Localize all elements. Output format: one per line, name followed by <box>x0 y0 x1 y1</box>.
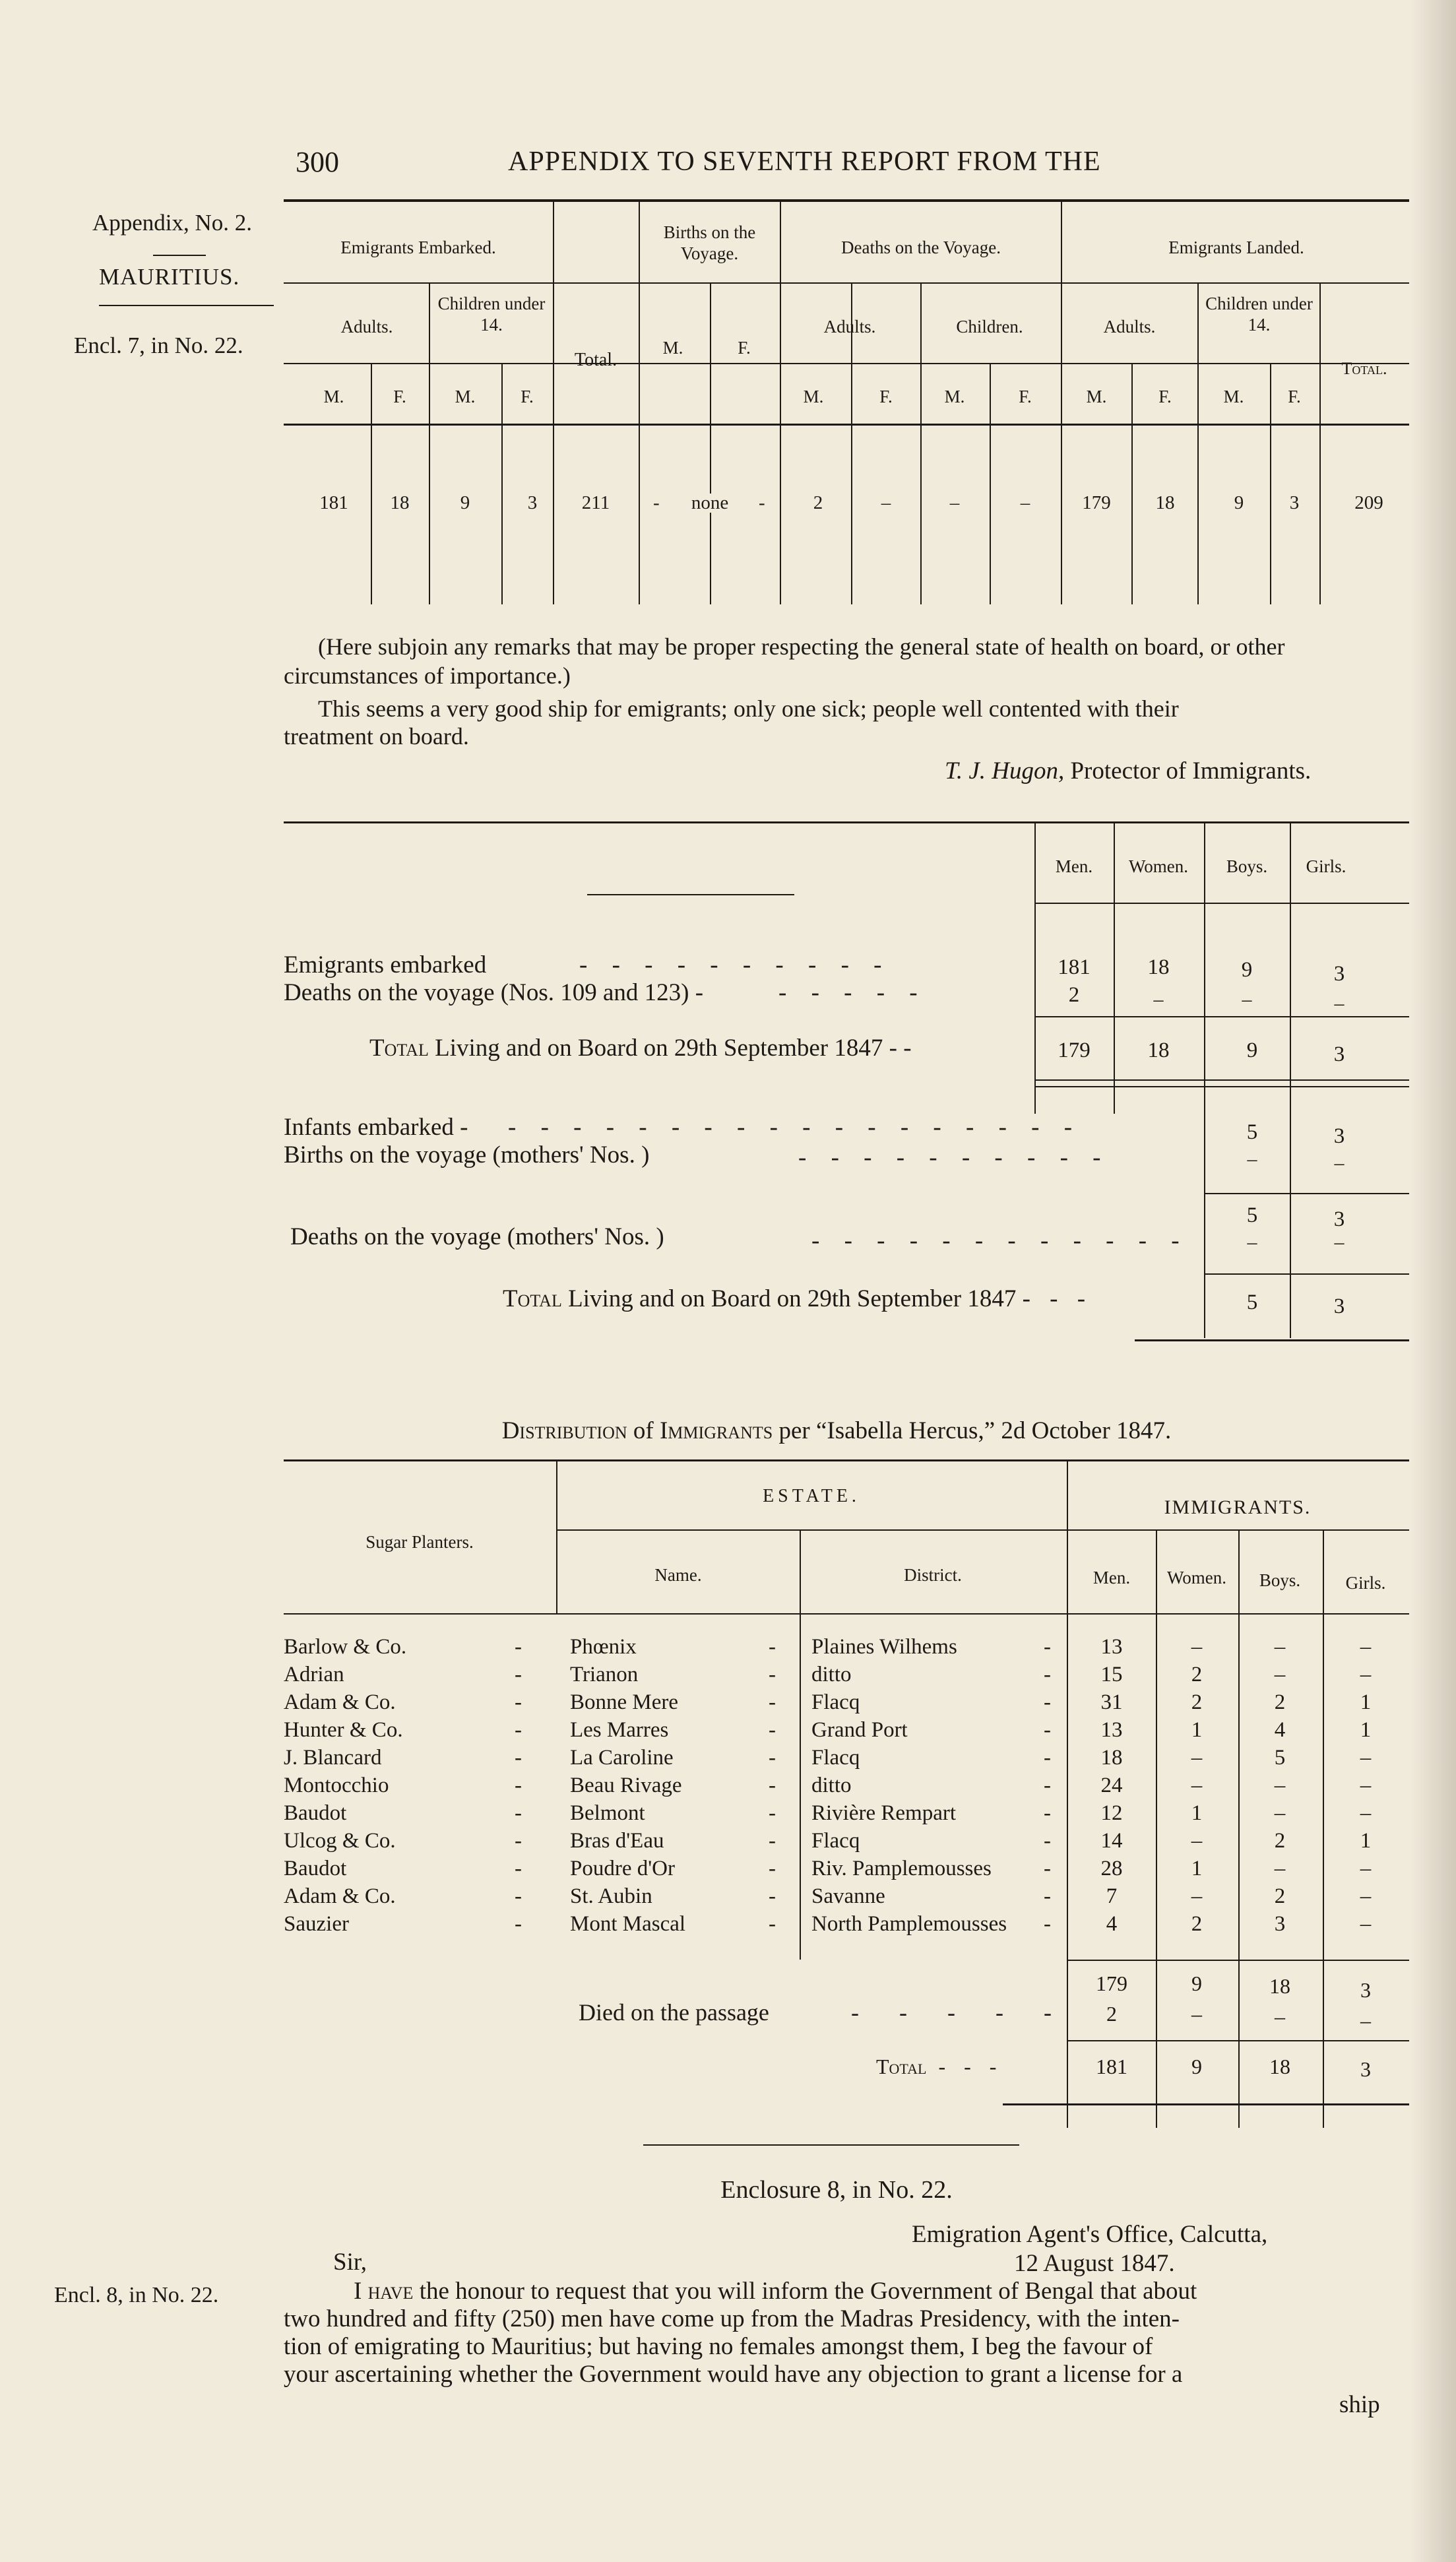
dist-total-men: 181 <box>1096 2055 1127 2078</box>
dist-cell-boys: – <box>1274 1635 1286 1659</box>
hdr-deaths: Deaths on the Voyage. <box>841 238 1001 257</box>
dist-cell-boys: 3 <box>1274 1912 1286 1936</box>
dist-cell-name: Belmont <box>570 1801 645 1825</box>
letter-line2: two hundred and fifty (250) men have come up from the Madras Presidency, with the inten- <box>284 2305 1180 2332</box>
dist-cell-girls: – <box>1360 1912 1372 1936</box>
dist-cell-planter: J. Blancard <box>284 1746 382 1770</box>
sum-births-girls: – <box>1334 1152 1345 1174</box>
cell-land-total: 209 <box>1354 492 1383 513</box>
cell-land-women: 18 <box>1155 492 1175 513</box>
cell-land-men: 179 <box>1082 492 1111 513</box>
sum-deaths-mothers: Deaths on the voyage (mothers' Nos. ) <box>290 1223 664 1250</box>
cell-emb-girls: 3 <box>527 492 538 513</box>
leader-dash: - <box>1044 1801 1051 1825</box>
dist-cell-men: 28 <box>1100 1857 1123 1880</box>
sum-hdr-women: Women. <box>1128 856 1189 876</box>
dist-cell-girls: – <box>1360 1774 1372 1797</box>
dist-cell-district: Plaines Wilhems <box>811 1635 957 1659</box>
dist-cell-district: Flacq <box>811 1746 860 1770</box>
leader-dash: - <box>1044 1690 1051 1714</box>
sum-embarked-men: 181 <box>1058 955 1091 979</box>
dist-hdr-women: Women. <box>1166 1568 1227 1587</box>
leader-dash: - <box>1044 1829 1051 1853</box>
dist-cell-district: Savanne <box>811 1884 885 1908</box>
leader-dash: - <box>1044 1663 1051 1686</box>
remarks-line1: This seems a very good ship for emigrants; only one sick; people well contented with their <box>318 695 1179 722</box>
enclosure8-date: 12 August 1847. <box>1014 2250 1175 2277</box>
margin-encl8: Encl. 8, in No. 22. <box>54 2283 219 2307</box>
sum-deaths-women: – <box>1153 988 1164 1010</box>
dist-died-label: Died on the passage <box>579 1999 769 2026</box>
sum-hdr-boys: Boys. <box>1226 856 1268 876</box>
sum-row-deaths: Deaths on the voyage (Nos. 109 and 123) - <box>284 979 704 1006</box>
cell-births: none <box>687 494 732 513</box>
sum-embarked-boys: 9 <box>1241 958 1253 982</box>
dist-died-women: – <box>1191 2002 1202 2026</box>
dist-cell-girls: – <box>1360 1884 1372 1908</box>
leader-dash: - <box>769 1718 776 1742</box>
dist-cell-women: – <box>1191 1635 1203 1659</box>
cell-emb-total: 211 <box>581 492 610 513</box>
leader-dash: - <box>515 1829 522 1853</box>
letter-line5: ship <box>1339 2391 1380 2418</box>
dist-cell-name: Trianon <box>570 1663 639 1686</box>
sum-infants: Infants embarked - <box>284 1114 468 1141</box>
dist-cell-district: ditto <box>811 1663 852 1686</box>
dist-hdr-boys: Boys. <box>1259 1570 1301 1590</box>
dist-cell-girls: – <box>1360 1801 1372 1825</box>
running-title: APPENDIX TO SEVENTH REPORT FROM THE <box>508 146 1101 177</box>
dist-cell-women: 2 <box>1191 1690 1203 1714</box>
hdr-landed-children: Children under 14. <box>1205 294 1313 335</box>
cell-land-girls: 3 <box>1289 492 1300 513</box>
dist-cell-men: 13 <box>1100 1635 1123 1659</box>
leader-dash: - <box>769 1829 776 1853</box>
sum-deaths-girls: – <box>1334 992 1345 1014</box>
margin-colony: MAURITIUS. <box>99 264 240 290</box>
sum-births-boys: – <box>1247 1148 1257 1170</box>
dist-cell-girls: 1 <box>1360 1690 1372 1714</box>
remarks-instruction: (Here subjoin any remarks that may be proper respecting the general state of health on board, or other circumstances of importance.) <box>284 633 1285 689</box>
signature-name: T. J. Hugon, <box>945 757 1065 785</box>
leader-dash: - <box>769 1801 776 1825</box>
leader-dash: - <box>515 1912 522 1936</box>
letter-line4: your ascertaining whether the Government would have any objection to grant a license for a <box>284 2361 1183 2388</box>
dist-cell-girls: – <box>1360 1635 1372 1659</box>
page-edge-shadow <box>1410 0 1456 2562</box>
dist-total-label: Total - - - <box>876 2055 1003 2078</box>
sum-total2-boys: 5 <box>1246 1291 1258 1314</box>
leader-dash: - <box>1044 1857 1051 1880</box>
hdr-emigrants-embarked: Emigrants Embarked. <box>340 238 496 257</box>
sum-sub-boys: 5 <box>1246 1203 1258 1227</box>
dist-cell-planter: Adrian <box>284 1663 344 1686</box>
dist-cell-girls: – <box>1360 1746 1372 1770</box>
dist-died-girls: – <box>1360 2008 1371 2032</box>
sum-infants-boys: 5 <box>1246 1120 1258 1144</box>
enclosure8-office: Emigration Agent's Office, Calcutta, <box>912 2221 1268 2248</box>
leader-dash: - <box>1044 1746 1051 1770</box>
margin-rule <box>153 255 206 256</box>
dist-hdr-men: Men. <box>1092 1568 1131 1587</box>
dist-cell-boys: 2 <box>1274 1884 1286 1908</box>
hdr-adults: Adults. <box>340 317 393 336</box>
dist-cell-men: 13 <box>1100 1718 1123 1742</box>
sum-total-living: Total Living and on Board on 29th September 1847 - - <box>369 1035 912 1062</box>
dist-cell-district: Riv. Pamplemousses <box>811 1857 992 1880</box>
dist-cell-women: 2 <box>1191 1663 1203 1686</box>
dist-cell-planter: Hunter & Co. <box>284 1718 403 1742</box>
sum-births: Births on the voyage (mothers' Nos. ) <box>284 1141 650 1169</box>
dist-total-women: 9 <box>1191 2055 1202 2078</box>
leader-dash: - <box>515 1663 522 1686</box>
dist-died-boys: – <box>1275 2004 1285 2028</box>
sum-sub-girls: 3 <box>1333 1207 1345 1231</box>
dist-cell-girls: 1 <box>1360 1829 1372 1853</box>
dist-cell-name: Bras d'Eau <box>570 1829 664 1853</box>
dist-total-girls: 3 <box>1360 2057 1371 2081</box>
cell-death-child-f: – <box>1020 492 1030 513</box>
letter-line1: I have the honour to request that you will inform the Government of Bengal that about <box>354 2278 1197 2305</box>
leader-dash: - <box>1044 1718 1051 1742</box>
remarks-line2: treatment on board. <box>284 723 469 750</box>
dist-cell-planter: Montocchio <box>284 1774 389 1797</box>
dist-cell-men: 12 <box>1100 1801 1123 1825</box>
dist-cell-district: Flacq <box>811 1829 860 1853</box>
dist-cell-women: 1 <box>1191 1857 1203 1880</box>
dist-cell-women: 1 <box>1191 1801 1203 1825</box>
dist-cell-name: Bonne Mere <box>570 1690 679 1714</box>
dist-cell-women: – <box>1191 1829 1203 1853</box>
hdr-births-f: F. <box>738 338 751 358</box>
leader-dash: - <box>769 1857 776 1880</box>
dist-subtotal-girls: 3 <box>1360 1978 1371 2002</box>
dist-hdr-district: District. <box>904 1565 962 1585</box>
sum-embarked-girls: 3 <box>1333 962 1345 986</box>
hdr-landed-adults: Adults. <box>1103 317 1156 336</box>
dist-total-boys: 18 <box>1269 2055 1290 2078</box>
dist-cell-name: Les Marres <box>570 1718 669 1742</box>
dist-cell-girls: 1 <box>1360 1718 1372 1742</box>
sum-row-embarked: Emigrants embarked <box>284 951 487 978</box>
dist-cell-men: 31 <box>1100 1690 1123 1714</box>
leader-dash: - <box>769 1663 776 1686</box>
sum-deaths-men: 2 <box>1068 983 1080 1007</box>
leader-dash: - <box>1044 1774 1051 1797</box>
remarks-signature <box>945 759 1311 783</box>
leader-dash: - <box>515 1857 522 1880</box>
dist-hdr-planters: Sugar Planters. <box>365 1532 474 1552</box>
hdr-landed-total: Total. <box>1341 359 1387 378</box>
leader-dash: - <box>769 1690 776 1714</box>
dist-cell-men: 24 <box>1100 1774 1123 1797</box>
cell-death-adult-m: 2 <box>813 492 823 513</box>
dist-cell-women: – <box>1191 1884 1203 1908</box>
leader-dash: - <box>515 1746 522 1770</box>
dist-cell-name: St. Aubin <box>570 1884 652 1908</box>
dist-cell-name: Mont Mascal <box>570 1912 686 1936</box>
dist-cell-women: – <box>1191 1774 1203 1797</box>
margin-rule <box>99 305 274 306</box>
dist-cell-boys: 2 <box>1274 1690 1286 1714</box>
leader-dash: - <box>769 1912 776 1936</box>
dist-cell-girls: – <box>1360 1857 1372 1880</box>
hdr-total: Total. <box>574 350 617 370</box>
dist-hdr-immigrants: IMMIGRANTS. <box>1164 1496 1312 1518</box>
dist-cell-women: – <box>1191 1746 1203 1770</box>
leader-dash: - <box>769 1884 776 1908</box>
dist-cell-planter: Baudot <box>284 1801 347 1825</box>
leader-dash: - <box>515 1884 522 1908</box>
dist-cell-planter: Barlow & Co. <box>284 1635 407 1659</box>
dist-hdr-girls: Girls. <box>1345 1573 1386 1593</box>
dist-cell-men: 15 <box>1100 1663 1123 1686</box>
sum-infants-girls: 3 <box>1333 1124 1345 1148</box>
dist-cell-women: 2 <box>1191 1912 1203 1936</box>
dist-cell-name: Phœnix <box>570 1635 637 1659</box>
hdr-death-children: Children. <box>956 317 1023 336</box>
hdr-emigrants-landed: Emigrants Landed. <box>1168 238 1304 257</box>
leader-dash: - <box>515 1635 522 1659</box>
page-number: 300 <box>296 146 339 178</box>
dist-cell-men: 7 <box>1106 1884 1118 1908</box>
leader-dash: - <box>515 1801 522 1825</box>
section-rule <box>643 2144 1019 2146</box>
sum-total2-girls: 3 <box>1333 1295 1345 1318</box>
leader-dash: - <box>515 1690 522 1714</box>
sum-hdr-girls: Girls. <box>1306 856 1346 876</box>
dist-died-men: 2 <box>1106 2002 1117 2026</box>
sum-total-men: 179 <box>1058 1039 1091 1062</box>
sum-total-women: 18 <box>1147 1039 1170 1062</box>
dist-cell-planter: Ulcog & Co. <box>284 1829 396 1853</box>
dist-cell-name: Poudre d'Or <box>570 1857 676 1880</box>
hdr-births-m: M. <box>662 338 683 358</box>
hdr-births: Births on the Voyage. <box>663 222 756 264</box>
cell-emb-boys: 9 <box>460 492 470 513</box>
enclosure8-heading: Enclosure 8, in No. 22. <box>720 2176 953 2204</box>
cell-death-adult-f: – <box>881 492 891 513</box>
cell-emb-men: 181 <box>319 492 348 513</box>
dist-cell-boys: – <box>1274 1774 1286 1797</box>
sum-total-girls: 3 <box>1333 1042 1345 1066</box>
dist-cell-planter: Baudot <box>284 1857 347 1880</box>
dist-cell-girls: – <box>1360 1663 1372 1686</box>
sum-deaths-boys2: – <box>1247 1231 1257 1253</box>
dist-cell-planter: Adam & Co. <box>284 1690 396 1714</box>
dist-cell-district: Grand Port <box>811 1718 908 1742</box>
dist-hdr-name: Name. <box>654 1565 702 1585</box>
hdr-death-adults: Adults. <box>823 317 876 336</box>
leader-dash: - <box>769 1746 776 1770</box>
sum-total-living-2: Total Living and on Board on 29th September 1847 - - - <box>503 1285 1092 1312</box>
dist-subtotal-women: 9 <box>1191 1971 1202 1995</box>
sum-deaths-boys: – <box>1242 988 1252 1010</box>
dist-cell-planter: Sauzier <box>284 1912 349 1936</box>
dist-cell-men: 14 <box>1100 1829 1123 1853</box>
sum-embarked-women: 18 <box>1147 955 1170 979</box>
leader-dash: - <box>1044 1884 1051 1908</box>
dist-cell-boys: – <box>1274 1857 1286 1880</box>
dist-cell-boys: 5 <box>1274 1746 1286 1770</box>
leader-dash: - <box>769 1635 776 1659</box>
dist-cell-boys: 2 <box>1274 1829 1286 1853</box>
leader-dash: - <box>515 1774 522 1797</box>
sum-total-boys: 9 <box>1246 1039 1258 1062</box>
leader-dash: - <box>769 1774 776 1797</box>
dist-cell-men: 4 <box>1106 1912 1118 1936</box>
margin-appendix: Appendix, No. 2. <box>92 210 253 236</box>
dist-cell-boys: 4 <box>1274 1718 1286 1742</box>
leader-dash: - <box>515 1718 522 1742</box>
enclosure8-salutation: Sir, <box>333 2249 367 2276</box>
dist-subtotal-boys: 18 <box>1269 1974 1290 1998</box>
letter-line3: tion of emigrating to Mauritius; but having no females amongst them, I beg the favour of <box>284 2333 1153 2360</box>
leader-dash: - <box>1044 1635 1051 1659</box>
sum-deaths-girls2: – <box>1334 1231 1345 1253</box>
signature-title: Protector of Immigrants. <box>1070 757 1312 785</box>
dist-cell-men: 18 <box>1100 1746 1123 1770</box>
dist-cell-district: Rivière Rempart <box>811 1801 957 1825</box>
dist-cell-boys: – <box>1274 1663 1286 1686</box>
dist-cell-boys: – <box>1274 1801 1286 1825</box>
dist-cell-women: 1 <box>1191 1718 1203 1742</box>
dist-cell-name: La Caroline <box>570 1746 674 1770</box>
dist-cell-planter: Adam & Co. <box>284 1884 396 1908</box>
dist-cell-district: Flacq <box>811 1690 860 1714</box>
dist-cell-district: ditto <box>811 1774 852 1797</box>
hdr-children-under-14: Children under 14. <box>437 294 546 335</box>
dist-hdr-estate: ESTATE. <box>763 1486 860 1506</box>
distribution-title: Distribution of Immigrants per “Isabella Hercus,” 2d October 1847. <box>501 1417 1172 1444</box>
cell-land-boys: 9 <box>1234 492 1244 513</box>
dist-subtotal-men: 179 <box>1096 1971 1127 1995</box>
cell-death-child-m: – <box>949 492 960 513</box>
margin-encl7: Encl. 7, in No. 22. <box>74 333 243 358</box>
leader-dash: - <box>1044 1912 1051 1936</box>
sum-hdr-men: Men. <box>1055 856 1093 876</box>
dist-cell-name: Beau Rivage <box>570 1774 682 1797</box>
scanned-page: 300 APPENDIX TO SEVENTH REPORT FROM THE Appendix, No. 2. MAURITIUS. Encl. 7, in No. 22. Encl. 8, in No. 22. Emigrants Embarked. Births on the Voyage. Deaths on the Voyage. Emigrants Landed. Adults. Children under 14. Total. M. F. Adults. Children. Adults. Children under 14. Total. M. F. M. F. M. F. M. F. M. F. M. F. 181 18 9 3 211 - none - 2 – – – 179 18 9 3 209 (Here subjoin any remarks that may be proper respecting the general state of health on board, or other circumstances of importance.) This seems a very good ship for emigrants; only one sick; people well contented with their treatment on board. T. J. Hugon, Protector of Immigrants. Men. Women. Boys. Girls. Emigrants embarked - - - - - - - - - - 181 18 9 3 Deaths on the voyage (Nos. 109 and 123) - - - - - - 2 – – – Total Living and on Board on 29th September 1847 - - 179 18 9 3 Infants embarked - - - - - - - - - - - - - - - - - - - 5 3 Births on the voyage (mothers' Nos. ) - - - - - - - - - - – – 5 3 Deaths on the voyage (mothers' Nos. ) - - - - - - - - - - - - – – Total Living and on Board on 29th September 1847 - - - 5 3 Distribution of Immigrants per “Isabella Hercus,” 2d October 1847. Sugar Planters. ESTATE. IMMIGRANTS. Name. District. Men. Women. Boys. Girls. Barlow & Co. Phœnix Plaines Wilhems 13 – – – - - - Adrian Trianon ditto 15 2 – – - - - Adam & Co. Bonne Mere Flacq 31 2 2 1 - - - Hunter & Co. Les Marres Grand Port 13 1 4 1 - - - J. Blancard La Caroline Flacq 18 – 5 – - - - Montocchio Beau Rivage ditto 24 – – – - - - Baudot Belmont Rivière Rempart 12 1 – – - - - Ulcog & Co. Bras d'Eau Flacq 14 – 2 1 - - - Baudot Poudre d'Or Riv. Pamplemousses 28 1 – – - - - Adam & Co. St. Aubin Savanne 7 – 2 – - - - Sauzier Mont Mascal North Pamplemousses 4 2 3 – - - - 179 9 18 3 Died on the passage - - - - - 2 – – – Total - - - 181 9 18 3 Enclosure 8, in No. 22. Emigration Agent's Office, Calcutta, 12 August 1847. Sir, I have the honour to request that you will inform the Government of Bengal that about two hundred and fifty (250) men have come up from the Madras Presidency, with the inten- tion of emigrating to Mauritius; but having no females amongst them, I beg the favour of your ascertaining whether the Government would have any objection to grant a license for a ship <box>0 0 1456 2562</box>
cell-emb-women: 18 <box>390 492 410 513</box>
dist-cell-district: North Pamplemousses <box>811 1912 1007 1936</box>
